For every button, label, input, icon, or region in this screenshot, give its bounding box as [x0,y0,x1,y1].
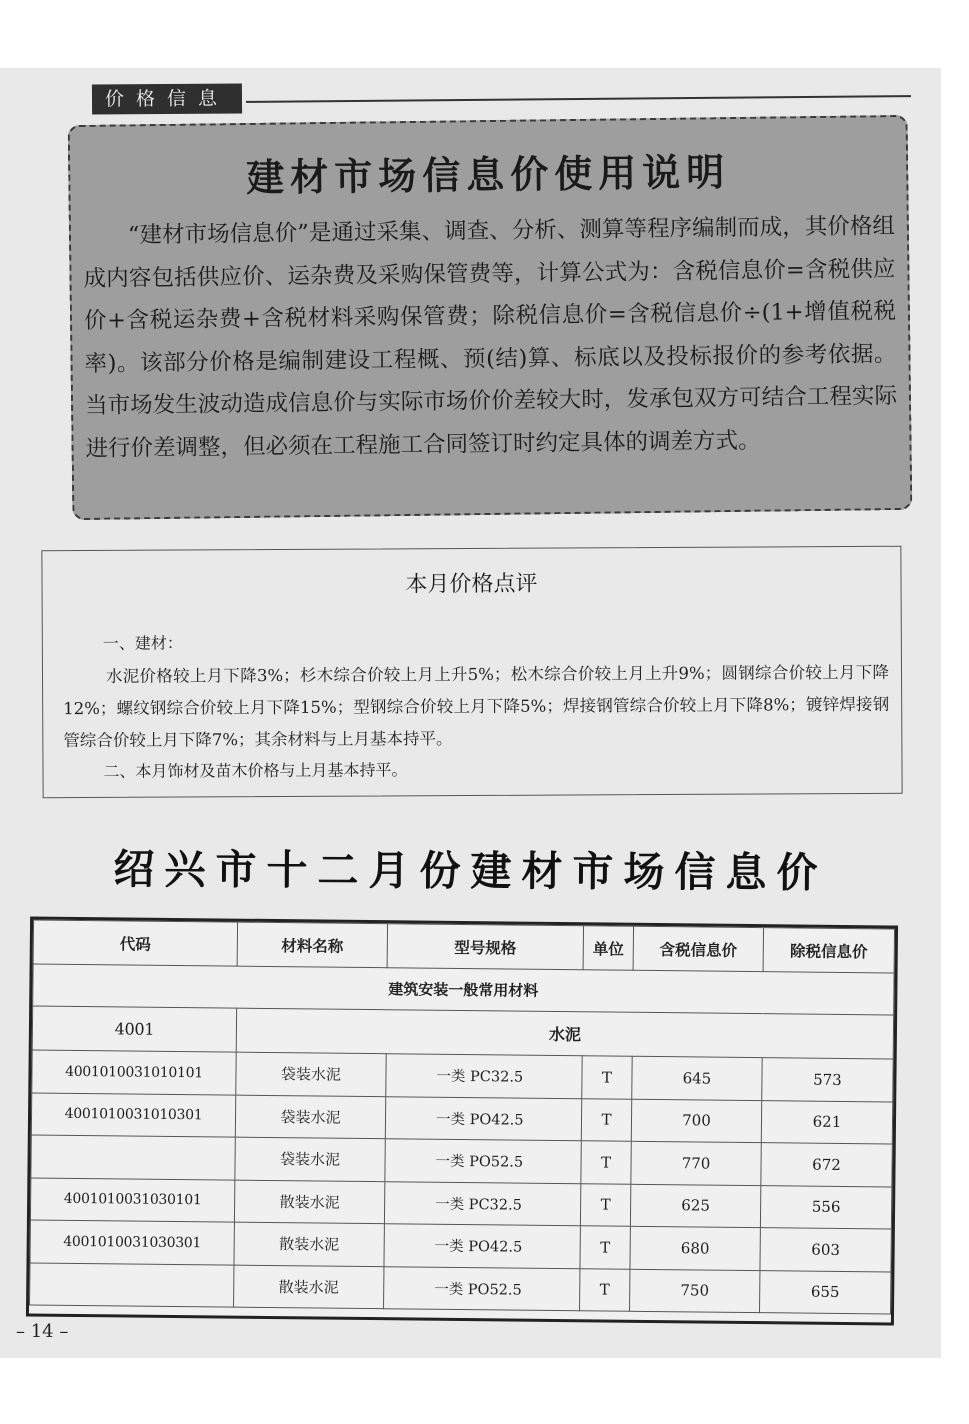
group-code: 4001 [32,1006,236,1052]
cell-name: 袋装水泥 [235,1137,385,1181]
usage-notice-box [68,115,913,520]
cell-name: 散装水泥 [234,1265,384,1309]
cell-unit: T [581,1098,631,1141]
usage-text: “建材市场信息价”是通过采集、调查、分析、测算等程序编制而成，其价格组成内容包括供应价、运杂费及采购保管费等，计算公式为：含税信息价=含税供应价+含税运杂费+含税材料采购保管费；除税信息价=含税信息价÷(1+增值税税率)。该部分价格是编制建设工程概、预(结)算、标底以及投标报价的参考依据。当市场发生波动造成信息价与实际市场价价差较大时，发承包双方可结合工程实际进行价差调整，但必须在工程施工合同签订时约定具体的调差方式。 [83,213,898,462]
cell-net-price: 621 [761,1100,892,1144]
price-table [26,916,898,1325]
cell-tax-price: 750 [630,1269,760,1313]
cell-code: 4001010031030101 [30,1177,234,1222]
cell-unit: T [580,1268,630,1311]
cell-code [30,1262,234,1307]
main-title: 绍兴市十二月份建材市场信息价 [113,845,828,897]
cell-tax-price: 770 [631,1141,761,1185]
cell-unit: T [582,1056,632,1099]
col-header-unit: 单位 [583,926,633,971]
col-header-tax-price: 含税信息价 [633,926,763,971]
cell-tax-price: 625 [630,1184,760,1228]
section-label: 建筑安装一般常用材料 [33,964,894,1015]
cell-net-price: 573 [762,1058,893,1102]
cell-unit: T [581,1141,631,1184]
cell-spec: 一类 PO52.5 [384,1266,580,1311]
col-header-spec: 型号规格 [387,924,583,970]
cell-name: 袋装水泥 [236,1052,386,1096]
col-header-name: 材料名称 [237,922,387,968]
cell-net-price: 655 [760,1270,891,1314]
cell-code [31,1135,235,1180]
cell-spec: 一类 PO52.5 [385,1139,581,1184]
price-review-box [41,546,902,798]
cell-spec: 一类 PC32.5 [384,1181,580,1226]
table-row [30,1262,891,1314]
document-page [0,68,941,1358]
cell-unit: T [580,1226,630,1269]
review-body: 水泥价格较上月下降3%；杉木综合价较上月上升5%；松木综合价较上月上升9%；圆钢综合价较上月下降12%；螺纹钢综合价较上月下降15%；型钢综合价较上月下降5%；焊接钢管综合价较上月下降8%；镀锌焊接钢管综合价较上月下降7%；其余材料与上月基本持平。 [63,662,890,751]
cell-net-price: 672 [761,1143,892,1187]
section-tab-label: 价格信息 [92,83,242,114]
cell-name: 散装水泥 [234,1222,384,1266]
cell-name: 袋装水泥 [235,1095,385,1139]
cell-tax-price: 700 [631,1099,761,1143]
cell-code: 4001010031030301 [30,1220,234,1265]
cell-spec: 一类 PO42.5 [385,1096,581,1141]
usage-title: 建材市场信息价使用说明 [245,150,731,200]
cell-tax-price: 680 [630,1226,760,1270]
col-header-net-price: 除税信息价 [763,928,894,973]
page-number: – 14 – [16,1321,69,1342]
cell-tax-price: 645 [632,1056,762,1100]
cell-net-price: 603 [760,1228,891,1272]
cell-net-price: 556 [760,1185,891,1229]
group-name: 水泥 [236,1008,893,1059]
review-heading-materials: 一、建材： [102,633,183,653]
col-header-code: 代码 [33,920,237,966]
cell-name: 散装水泥 [234,1180,384,1224]
cell-code: 4001010031010301 [31,1092,235,1137]
cell-unit: T [580,1183,630,1226]
cell-spec: 一类 PO42.5 [384,1224,580,1269]
cell-code: 4001010031010101 [32,1050,236,1095]
review-title: 本月价格点评 [405,571,538,598]
header-rule [246,95,911,103]
review-heading-decor: 二、本月饰材及苗木价格与上月基本持平。 [103,760,408,781]
cell-spec: 一类 PC32.5 [386,1054,582,1099]
